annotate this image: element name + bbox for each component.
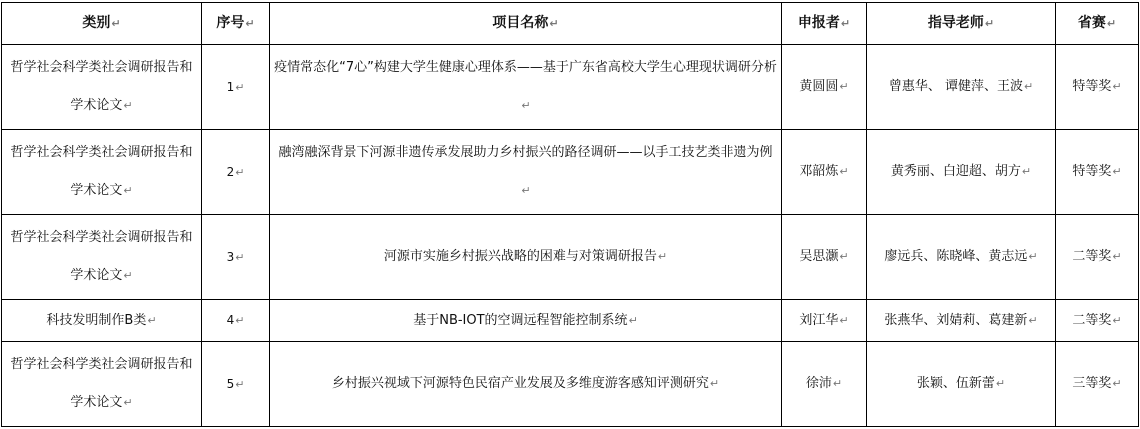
cell-applicant: 吴思灏↵ (782, 215, 867, 300)
cell-category: 科技发明制作B类↵ (2, 300, 202, 342)
cell-advisors: 黄秀丽、白迎超、胡方↵ (867, 130, 1056, 215)
cell-category: 哲学社会科学类社会调研报告和学术论文↵ (2, 130, 202, 215)
awards-table (1, 2, 1139, 427)
header-applicant: 申报者↵ (782, 3, 867, 45)
cell-applicant: 邓韶炼↵ (782, 130, 867, 215)
cell-project: 河源市实施乡村振兴战略的困难与对策调研报告↵ (270, 215, 782, 300)
table-row (2, 215, 1139, 300)
header-award: 省赛↵ (1056, 3, 1139, 45)
header-index: 序号↵ (202, 3, 270, 45)
cell-project: 疫情常态化“7心”构建大学生健康心理体系——基于广东省高校大学生心理现状调研分析↵ (270, 45, 782, 130)
cell-category: 哲学社会科学类社会调研报告和学术论文↵ (2, 215, 202, 300)
cell-applicant: 黄圆圆↵ (782, 45, 867, 130)
cell-index: 2↵ (202, 130, 270, 215)
cell-award: 三等奖↵ (1056, 342, 1139, 427)
table-row (2, 300, 1139, 342)
cell-advisors: 曾惠华、 谭健萍、王波↵ (867, 45, 1056, 130)
cell-index: 3↵ (202, 215, 270, 300)
cell-project: 基于NB-IOT的空调远程智能控制系统↵ (270, 300, 782, 342)
cell-category: 哲学社会科学类社会调研报告和学术论文↵ (2, 45, 202, 130)
cell-award: 特等奖↵ (1056, 45, 1139, 130)
cell-project: 融湾融深背景下河源非遗传承发展助力乡村振兴的路径调研——以手工技艺类非遗为例↵ (270, 130, 782, 215)
cell-award: 特等奖↵ (1056, 130, 1139, 215)
cell-advisors: 张燕华、刘婧莉、葛建新↵ (867, 300, 1056, 342)
cell-index: 1↵ (202, 45, 270, 130)
table-row (2, 45, 1139, 130)
table-row (2, 342, 1139, 427)
cell-advisors: 张颖、伍新蕾↵ (867, 342, 1056, 427)
cell-award: 二等奖↵ (1056, 300, 1139, 342)
cell-applicant: 刘江华↵ (782, 300, 867, 342)
header-category: 类别↵ (2, 3, 202, 45)
header-project: 项目名称↵ (270, 3, 782, 45)
cell-project: 乡村振兴视域下河源特色民宿产业发展及多维度游客感知评测研究↵ (270, 342, 782, 427)
header-advisors: 指导老师↵ (867, 3, 1056, 45)
cell-index: 5↵ (202, 342, 270, 427)
header-row (2, 3, 1139, 45)
cell-award: 二等奖↵ (1056, 215, 1139, 300)
table-row (2, 130, 1139, 215)
cell-index: 4↵ (202, 300, 270, 342)
cell-category: 哲学社会科学类社会调研报告和学术论文↵ (2, 342, 202, 427)
cell-advisors: 廖远兵、陈晓峰、黄志远↵ (867, 215, 1056, 300)
cell-applicant: 徐沛↵ (782, 342, 867, 427)
